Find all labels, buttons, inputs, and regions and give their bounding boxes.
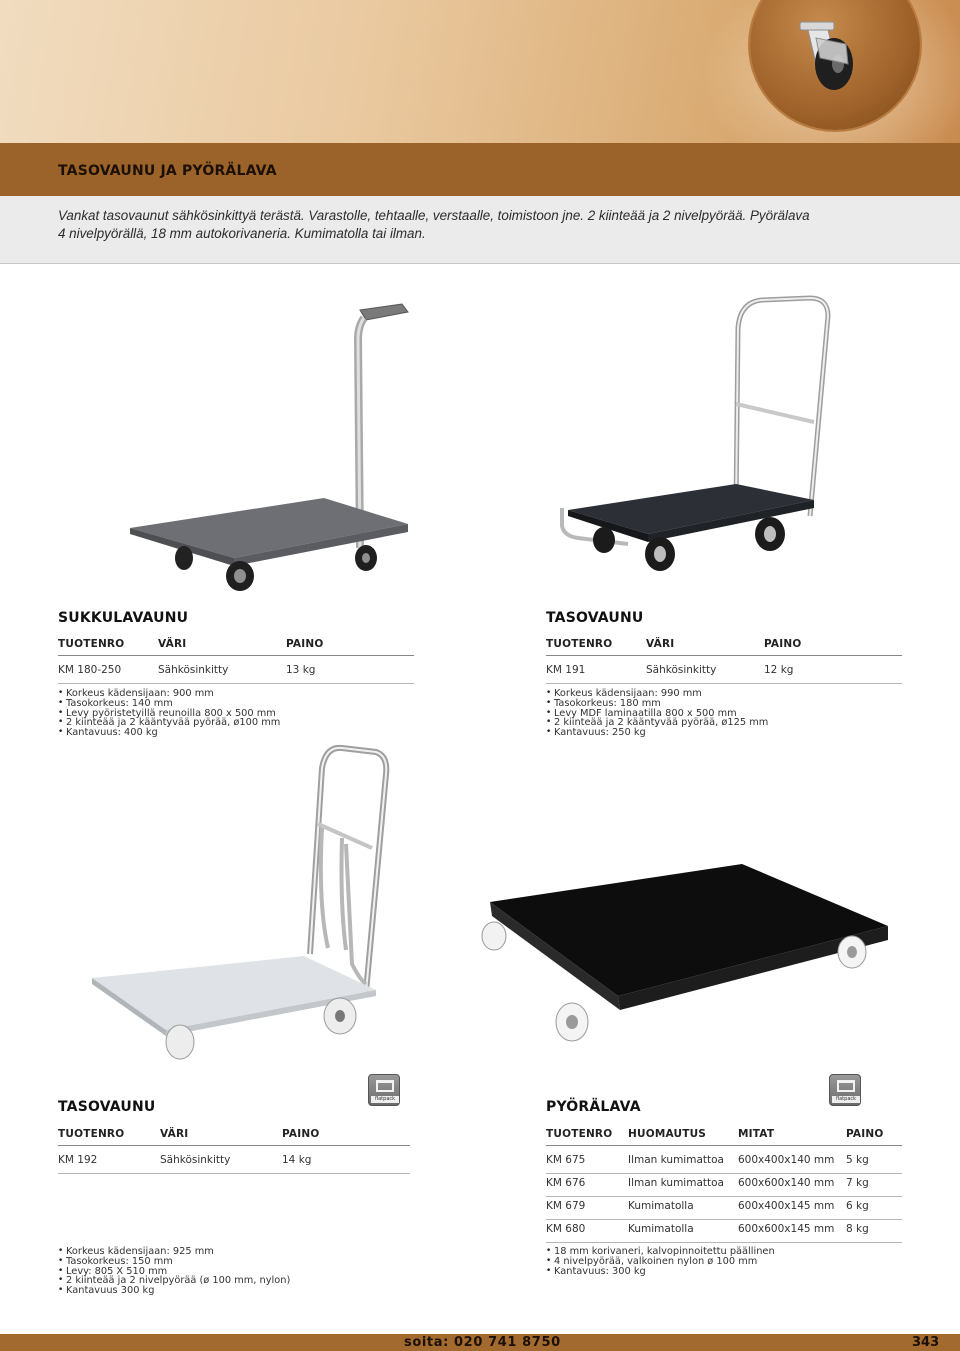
spec-item: • Kantavuus: 300 kg xyxy=(546,1267,926,1277)
column-header: VÄRI xyxy=(160,1128,189,1140)
pyoralava-table-header xyxy=(546,1128,902,1146)
column-header: PAINO xyxy=(764,638,802,650)
flatpack-icon: flatpack xyxy=(368,1074,400,1106)
spec-item: • 2 kiinteää ja 2 kääntyvää pyörää, ø125 mm xyxy=(546,718,906,728)
tasovaunu-192-specs xyxy=(58,1247,438,1296)
product-color: Sähkösinkitty xyxy=(158,664,229,676)
column-header: PAINO xyxy=(282,1128,320,1140)
product-color: Sähkösinkitty xyxy=(646,664,717,676)
spec-item: • Kantavuus: 250 kg xyxy=(546,728,906,738)
column-header: TUOTENRO xyxy=(546,1128,613,1140)
intro-box xyxy=(0,196,960,264)
product-note: Ilman kumimattoa xyxy=(628,1154,724,1166)
product-note: Kumimatolla xyxy=(628,1223,694,1235)
column-header: TUOTENRO xyxy=(546,638,613,650)
product-dimensions: 600x600x140 mm xyxy=(738,1177,835,1189)
column-header: TUOTENRO xyxy=(58,638,125,650)
product-number: KM 675 xyxy=(546,1154,586,1166)
spec-item: • Kantavuus 300 kg xyxy=(58,1286,438,1296)
table-row xyxy=(546,1174,902,1197)
product-dimensions: 600x600x145 mm xyxy=(738,1223,835,1235)
footer-phone: soita: 020 741 8750 xyxy=(404,1335,561,1350)
pyoralava-image xyxy=(480,860,900,1050)
tasovaunu-191-specs xyxy=(546,689,906,738)
spec-item: • 18 mm korivaneri, kalvopinnoitettu päällinen xyxy=(546,1247,926,1257)
product-number: KM 680 xyxy=(546,1223,586,1235)
product-note: Kumimatolla xyxy=(628,1200,694,1212)
tasovaunu-191-image xyxy=(548,294,838,574)
table-row xyxy=(58,661,414,684)
sukkulavaunu-title: SUKKULAVAUNU xyxy=(58,610,189,626)
product-weight: 7 kg xyxy=(846,1177,869,1189)
tasovaunu-192-image xyxy=(90,744,390,1064)
header-banner xyxy=(0,0,960,143)
spec-item: • 4 nivelpyörää, valkoinen nylon ø 100 mm xyxy=(546,1257,926,1267)
tasovaunu-192-title: TASOVAUNU xyxy=(58,1099,156,1115)
section-title-bar xyxy=(0,143,960,196)
tasovaunu-192-table-header xyxy=(58,1128,410,1146)
product-weight: 14 kg xyxy=(282,1154,312,1166)
column-header: PAINO xyxy=(846,1128,884,1140)
section-title: TASOVAUNU JA PYÖRÄLAVA xyxy=(58,163,277,179)
sukkulavaunu-specs xyxy=(58,689,418,738)
flatpack-icon: flatpack xyxy=(829,1074,861,1106)
column-header: TUOTENRO xyxy=(58,1128,125,1140)
spec-item: • Tasokorkeus: 150 mm xyxy=(58,1257,438,1267)
product-weight: 13 kg xyxy=(286,664,316,676)
intro-text: Vankat tasovaunut sähkösinkittyä terästä. Varastolle, tehtaalle, verstaalle, toimistoon jne. 2 kiinteää ja 2 nivelpyörää. Pyörälava 4 nivelpyörällä, 18 mm autokorivaneria. Kumimatolla tai ilman. xyxy=(58,208,810,241)
tasovaunu-191-table-header xyxy=(546,638,902,656)
table-row xyxy=(58,1151,410,1174)
column-header: VÄRI xyxy=(158,638,187,650)
column-header: MITAT xyxy=(738,1128,775,1140)
spec-item: • 2 kiinteää ja 2 kääntyvää pyörää, ø100 mm xyxy=(58,718,418,728)
product-number: KM 192 xyxy=(58,1154,98,1166)
footer-bar xyxy=(0,1334,960,1351)
page-number: 343 xyxy=(912,1335,940,1350)
spec-item: • Levy: 805 X 510 mm xyxy=(58,1267,438,1277)
caster-wheel-image xyxy=(750,0,920,130)
product-dimensions: 600x400x140 mm xyxy=(738,1154,835,1166)
spec-item: • Kantavuus: 400 kg xyxy=(58,728,418,738)
product-number: KM 191 xyxy=(546,664,586,676)
column-header: VÄRI xyxy=(646,638,675,650)
spec-item: • Tasokorkeus: 180 mm xyxy=(546,699,906,709)
product-weight: 8 kg xyxy=(846,1223,869,1235)
spec-item: • 2 kiinteää ja 2 nivelpyörää (ø 100 mm, nylon) xyxy=(58,1276,438,1286)
product-number: KM 180-250 xyxy=(58,664,122,676)
product-dimensions: 600x400x145 mm xyxy=(738,1200,835,1212)
product-number: KM 679 xyxy=(546,1200,586,1212)
product-weight: 5 kg xyxy=(846,1154,869,1166)
pyoralava-title: PYÖRÄLAVA xyxy=(546,1099,641,1115)
spec-item: • Korkeus kädensijaan: 900 mm xyxy=(58,689,418,699)
table-row xyxy=(546,1220,902,1243)
table-row xyxy=(546,1151,902,1174)
product-color: Sähkösinkitty xyxy=(160,1154,231,1166)
spec-item: • Levy pyöristetyillä reunoilla 800 x 500 mm xyxy=(58,709,418,719)
column-header: HUOMAUTUS xyxy=(628,1128,707,1140)
pyoralava-specs xyxy=(546,1247,926,1276)
product-number: KM 676 xyxy=(546,1177,586,1189)
spec-item: • Korkeus kädensijaan: 990 mm xyxy=(546,689,906,699)
spec-item: • Korkeus kädensijaan: 925 mm xyxy=(58,1247,438,1257)
table-row xyxy=(546,1197,902,1220)
tasovaunu-191-title: TASOVAUNU xyxy=(546,610,644,626)
column-header: PAINO xyxy=(286,638,324,650)
product-weight: 12 kg xyxy=(764,664,794,676)
spec-item: • Tasokorkeus: 140 mm xyxy=(58,699,418,709)
sukkulavaunu-image xyxy=(128,296,418,596)
table-row xyxy=(546,661,902,684)
spec-item: • Levy MDF laminaatilla 800 x 500 mm xyxy=(546,709,906,719)
product-weight: 6 kg xyxy=(846,1200,869,1212)
sukkulavaunu-table-header xyxy=(58,638,414,656)
product-note: Ilman kumimattoa xyxy=(628,1177,724,1189)
